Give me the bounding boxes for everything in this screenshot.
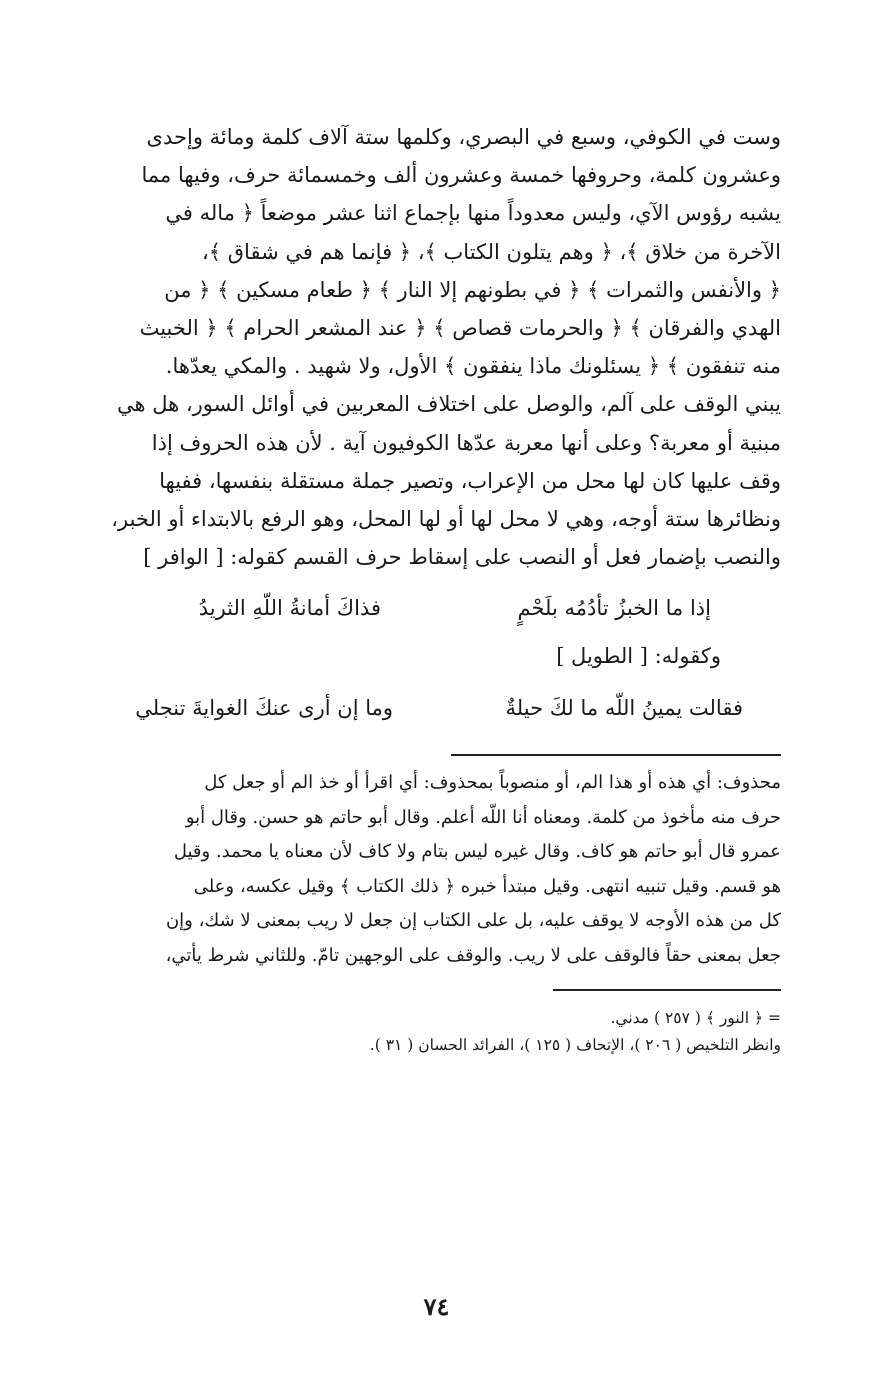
- footnote-line: جعل بمعنى حقاً فالوقف على لا ريب. والوقف على الوجهين تامّ. وللثاني شرط يأتي،: [165, 944, 781, 966]
- endnote-line: وانظر التلخيص ( ٢٠٦ )، الإتحاف ( ١٢٥ )، الفرائد الحسان ( ٣١ ).: [369, 1036, 781, 1055]
- text-line: يشبه رؤوس الآي، وليس معدوداً منها بإجماع اثنا عشر موضعاً ﴿ ماله في: [165, 201, 781, 226]
- text-line: مبنية أو معربة؟ وعلى أنها معربة عدّها الكوفيون آية . لأن هذه الحروف إذا: [151, 430, 781, 455]
- text-line: الآخرة من خلاق ﴾، ﴿ وهم يتلون الكتاب ﴾، ﴿ فإنما هم في شقاق ﴾،: [202, 239, 781, 264]
- page-number: ٧٤: [423, 1292, 450, 1321]
- page-body: [44, 118, 781, 1059]
- text-line: وقف عليها كان لها محل من الإعراب، وتصير جملة مستقلة بنفسها، ففيها: [159, 468, 781, 493]
- text-line: وعشرون كلمة، وحروفها خمسة وعشرون ألف وخمسمائة حرف، وفيها مما: [141, 163, 781, 188]
- footnote-text: [44, 766, 781, 973]
- text-line: والنصب بإضمار فعل أو النصب على إسقاط حرف القسم كقوله: [ الوافر ]: [143, 545, 781, 570]
- footnote-line: عمرو قال أبو حاتم هو كاف. وقال غيره ليس بتام ولا كاف لأن معناه يا محمد. وقيل: [173, 841, 781, 863]
- endnote-line: = ﴿ النور ﴾ ( ٢٥٧ ) مدني.: [610, 1009, 781, 1028]
- endnote-separator: [553, 989, 781, 991]
- text-line: ونظائرها ستة أوجه، وهي لا محل لها أو لها المحل، وهو الرفع بالابتداء أو الخبر،: [111, 507, 781, 532]
- verse-second-hemistich: وما إن أرى عنكَ الغوايةَ تنجلي: [135, 696, 393, 721]
- poetry-verse-1: [44, 588, 781, 628]
- text-line: يبني الوقف على آلم، والوصل على اختلاف المعربين في أوائل السور، هل هي: [116, 392, 781, 417]
- footnote-line: حرف منه مأخوذ من كلمة. ومعناه أنا اللّه أعلم. وقال أبو حاتم هو حسن. وقال أبو: [185, 806, 781, 828]
- poetry-verse-2: [44, 688, 781, 728]
- text-line: وست في الكوفي، وسبع في البصري، وكلمها ستة آلاف كلمة ومائة وإحدى: [146, 125, 781, 149]
- endnotes: [44, 1005, 781, 1059]
- verse-second-hemistich: فذاكَ أمانةُ اللّهِ الثريدُ: [198, 596, 381, 621]
- verse-intro: وكقوله: [ الطويل ]: [556, 644, 721, 669]
- verse-first-hemistich: إذا ما الخبزُ تأدُمُه بلَحْمٍ: [517, 596, 711, 621]
- text-line: ﴿ والأنفس والثمرات ﴾ ﴿ في بطونهم إلا النار ﴾ ﴿ طعام مسكين ﴾ ﴿ من: [164, 277, 781, 302]
- footnote-line: كل من هذه الأوجه لا يوقف عليه، بل على الكتاب إن جعل لا ريب بمعنى لا شك، وإن: [165, 910, 781, 932]
- footnote-separator: [451, 754, 781, 756]
- footnote-line: محذوف: أي هذه أو هذا الم، أو منصوباً بمحذوف: أي اقرأ أو خذ الم أو جعل كل: [204, 772, 781, 794]
- footnote-line: هو قسم. وقيل تنبيه انتهى. وقيل مبتدأ خبره ﴿ ذلك الكتاب ﴾ وقيل عكسه، وعلى: [193, 875, 781, 897]
- text-line: منه تنفقون ﴾ ﴿ يسئلونك ماذا ينفقون ﴾ الأول، ولا شهيد . والمكي يعدّها.: [165, 354, 781, 379]
- main-text: [44, 118, 781, 576]
- text-line: الهدي والفرقان ﴾ ﴿ والحرمات قصاص ﴾ ﴿ عند المشعر الحرام ﴾ ﴿ الخبيث: [139, 316, 781, 341]
- verse-first-hemistich: فقالت يمينُ اللّه ما لكَ حيلةٌ: [505, 696, 743, 721]
